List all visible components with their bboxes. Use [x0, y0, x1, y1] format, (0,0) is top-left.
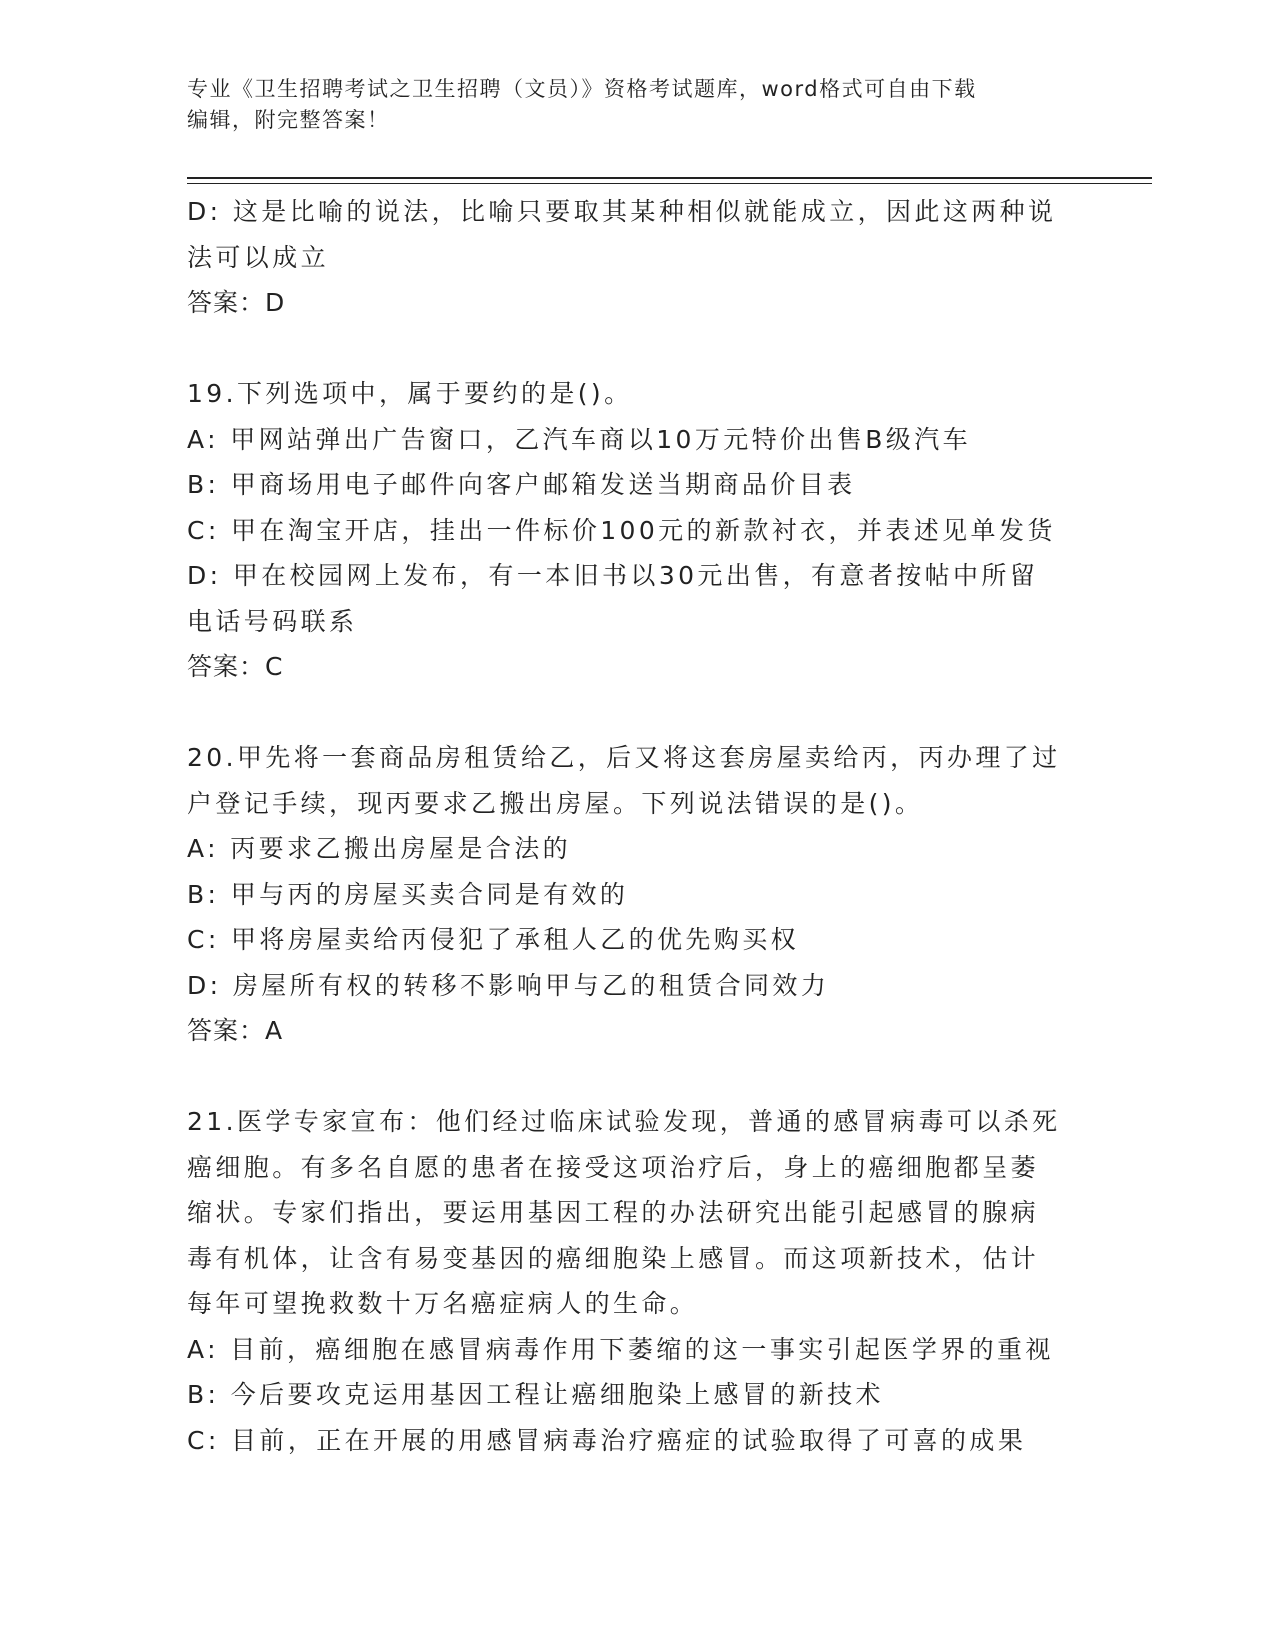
question-20 — [187, 735, 1087, 1054]
question-content — [187, 189, 1087, 1463]
option-d-continued: 法可以成立 — [187, 242, 330, 272]
answer-line: 答案：A — [187, 1016, 284, 1045]
header-divider-thick — [187, 177, 1152, 179]
question-stem: 20.甲先将一套商品房租赁给乙，后又将这套房屋卖给丙，丙办理了过 — [187, 743, 1061, 772]
header-line-2: 编辑，附完整答案！ — [187, 108, 390, 132]
previous-question-tail — [187, 189, 1087, 326]
question-21 — [187, 1099, 1087, 1463]
option-b: B: 甲商场用电子邮件向客户邮箱发送当期商品价目表 — [187, 470, 856, 499]
option-a: A: 目前，癌细胞在感冒病毒作用下萎缩的这一事实引起医学界的重视 — [187, 1334, 1054, 1364]
question-stem-continued: 缩状。专家们指出，要运用基因工程的办法研究出能引起感冒的腺病 — [187, 1198, 1040, 1227]
question-stem-continued: 癌细胞。有多名自愿的患者在接受这项治疗后，身上的癌细胞都呈萎 — [187, 1152, 1040, 1182]
spacer — [187, 1054, 1087, 1100]
option-c: C: 甲在淘宝开店，挂出一件标价100元的新款衬衣，并表述见单发货 — [187, 515, 1056, 545]
question-stem-continued: 每年可望挽救数十万名癌症病人的生命。 — [187, 1289, 699, 1318]
option-d: D: 甲在校园网上发布，有一本旧书以30元出售，有意者按帖中所留 — [187, 561, 1039, 590]
question-19 — [187, 371, 1087, 690]
answer-line: 答案：C — [187, 652, 284, 681]
option-d: D: 这是比喻的说法，比喻只要取其某种相似就能成立，因此这两种说 — [187, 197, 1057, 226]
page-header — [187, 74, 1067, 136]
question-stem-continued: 毒有机体，让含有易变基因的癌细胞染上感冒。而这项新技术，估计 — [187, 1243, 1040, 1273]
option-c: C: 甲将房屋卖给丙侵犯了承租人乙的优先购买权 — [187, 925, 800, 954]
header-divider-thin — [187, 183, 1152, 184]
spacer — [187, 326, 1087, 372]
header-line-1: 专业《卫生招聘考试之卫生招聘（文员）》资格考试题库，word格式可自由下载 — [187, 77, 977, 101]
option-a: A: 丙要求乙搬出房屋是合法的 — [187, 834, 572, 863]
option-a: A: 甲网站弹出广告窗口，乙汽车商以10万元特价出售B级汽车 — [187, 424, 971, 454]
option-b: B: 今后要攻克运用基因工程让癌细胞染上感冒的新技术 — [187, 1380, 884, 1409]
spacer — [187, 690, 1087, 736]
option-c: C: 目前，正在开展的用感冒病毒治疗癌症的试验取得了可喜的成果 — [187, 1425, 1027, 1455]
answer-line: 答案：D — [187, 288, 286, 317]
option-b: B: 甲与丙的房屋买卖合同是有效的 — [187, 879, 629, 909]
question-stem-continued: 户登记手续，现丙要求乙搬出房屋。下列说法错误的是()。 — [187, 788, 924, 818]
question-stem: 21.医学专家宣布：他们经过临床试验发现，普通的感冒病毒可以杀死 — [187, 1107, 1061, 1136]
option-d: D: 房屋所有权的转移不影响甲与乙的租赁合同效力 — [187, 970, 830, 1000]
option-d-continued: 电话号码联系 — [187, 606, 358, 636]
question-stem: 19.下列选项中，属于要约的是()。 — [187, 379, 633, 408]
